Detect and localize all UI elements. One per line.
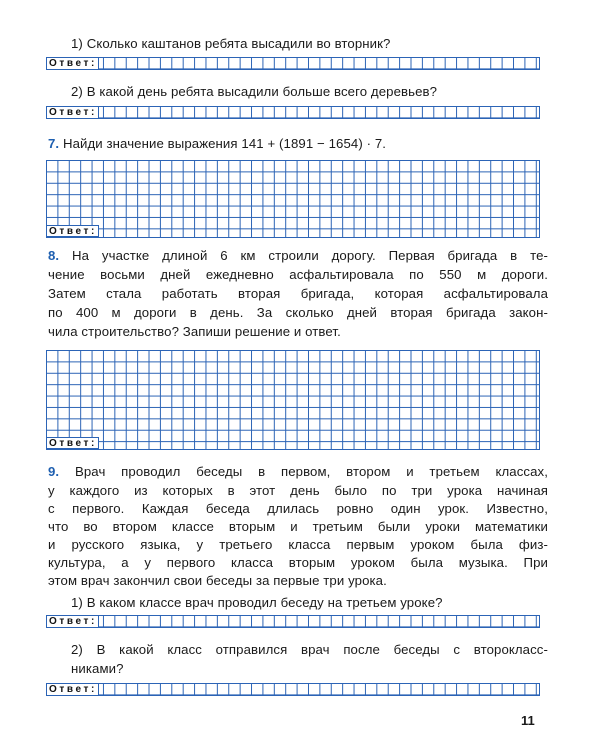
question-top-2: 2) В какой день ребята высадили больше всего деревьев? [71, 84, 438, 99]
task-8-line-1 [48, 246, 548, 265]
task-8-line-5: чила строительство? Запиши решение и ответ. [48, 324, 341, 339]
page-number: 11 [521, 713, 535, 728]
task-9-number: 9. [48, 464, 60, 479]
task-8-line-2: чение восьми дней ежедневно асфальтировала по 550 м дороги. [48, 267, 548, 282]
task-9-line-7: этом врач закончил свои беседы за первые три урока. [48, 573, 387, 588]
task-9-question-1: 1) В каком классе врач проводил беседу на третьем уроке? [71, 595, 443, 610]
answer-label: Ответ: [46, 106, 99, 119]
task-8-text: На участке длиной 6 км строили дорогу. Первая бригада в те- [72, 248, 549, 263]
answer-label: Ответ: [46, 683, 99, 696]
solution-grid-task-7[interactable] [46, 160, 540, 238]
task-9-line-3: с первого. Каждая беседа длилась ровно один урок. Известно, [48, 501, 548, 516]
task-9-text: Врач проводил беседы в первом, втором и третьем классах, [74, 464, 548, 479]
task-9-line-6: культура, а у первого класса вторым уроком была музыка. При [48, 555, 548, 570]
task-9-line-2: у каждого из которых в этот день было по три урока начиная [48, 483, 548, 498]
answer-grid-top-2[interactable] [46, 106, 540, 119]
task-7-text: Найди значение выражения 141 + (1891 − 1654) · 7. [62, 136, 387, 151]
answer-grid-task-9-q2[interactable] [46, 683, 540, 696]
answer-grid-top-1[interactable] [46, 57, 540, 70]
question-top-1: 1) Сколько каштанов ребята высадили во вторник? [71, 36, 391, 51]
answer-label: Ответ: [46, 615, 99, 628]
task-9-line-5: и русского языка, у третьего класса первым уроком была физ- [48, 537, 548, 552]
answer-grid-task-9-q1[interactable] [46, 615, 540, 628]
task-8-line-3: Затем стала работать вторая бригада, которая асфальтировала [48, 286, 548, 301]
answer-label: Ответ: [46, 225, 99, 237]
task-9-question-2-line-2: никами? [71, 661, 124, 676]
task-9-question-2-line-1: 2) В какой класс отправился врач после беседы с второкласс- [71, 642, 548, 657]
solution-grid-task-8[interactable] [46, 350, 540, 450]
task-8-number: 8. [48, 248, 60, 263]
answer-label: Ответ: [46, 57, 99, 70]
task-8-line-4: по 400 м дороги в день. За сколько дней вторая бригада закон- [48, 305, 548, 320]
task-9-line-4: что во втором классе вторым и третьим были уроки математики [48, 519, 548, 534]
answer-label: Ответ: [46, 437, 99, 449]
task-7 [48, 134, 548, 153]
task-7-number: 7. [48, 136, 60, 151]
task-9-line-1 [48, 462, 548, 481]
